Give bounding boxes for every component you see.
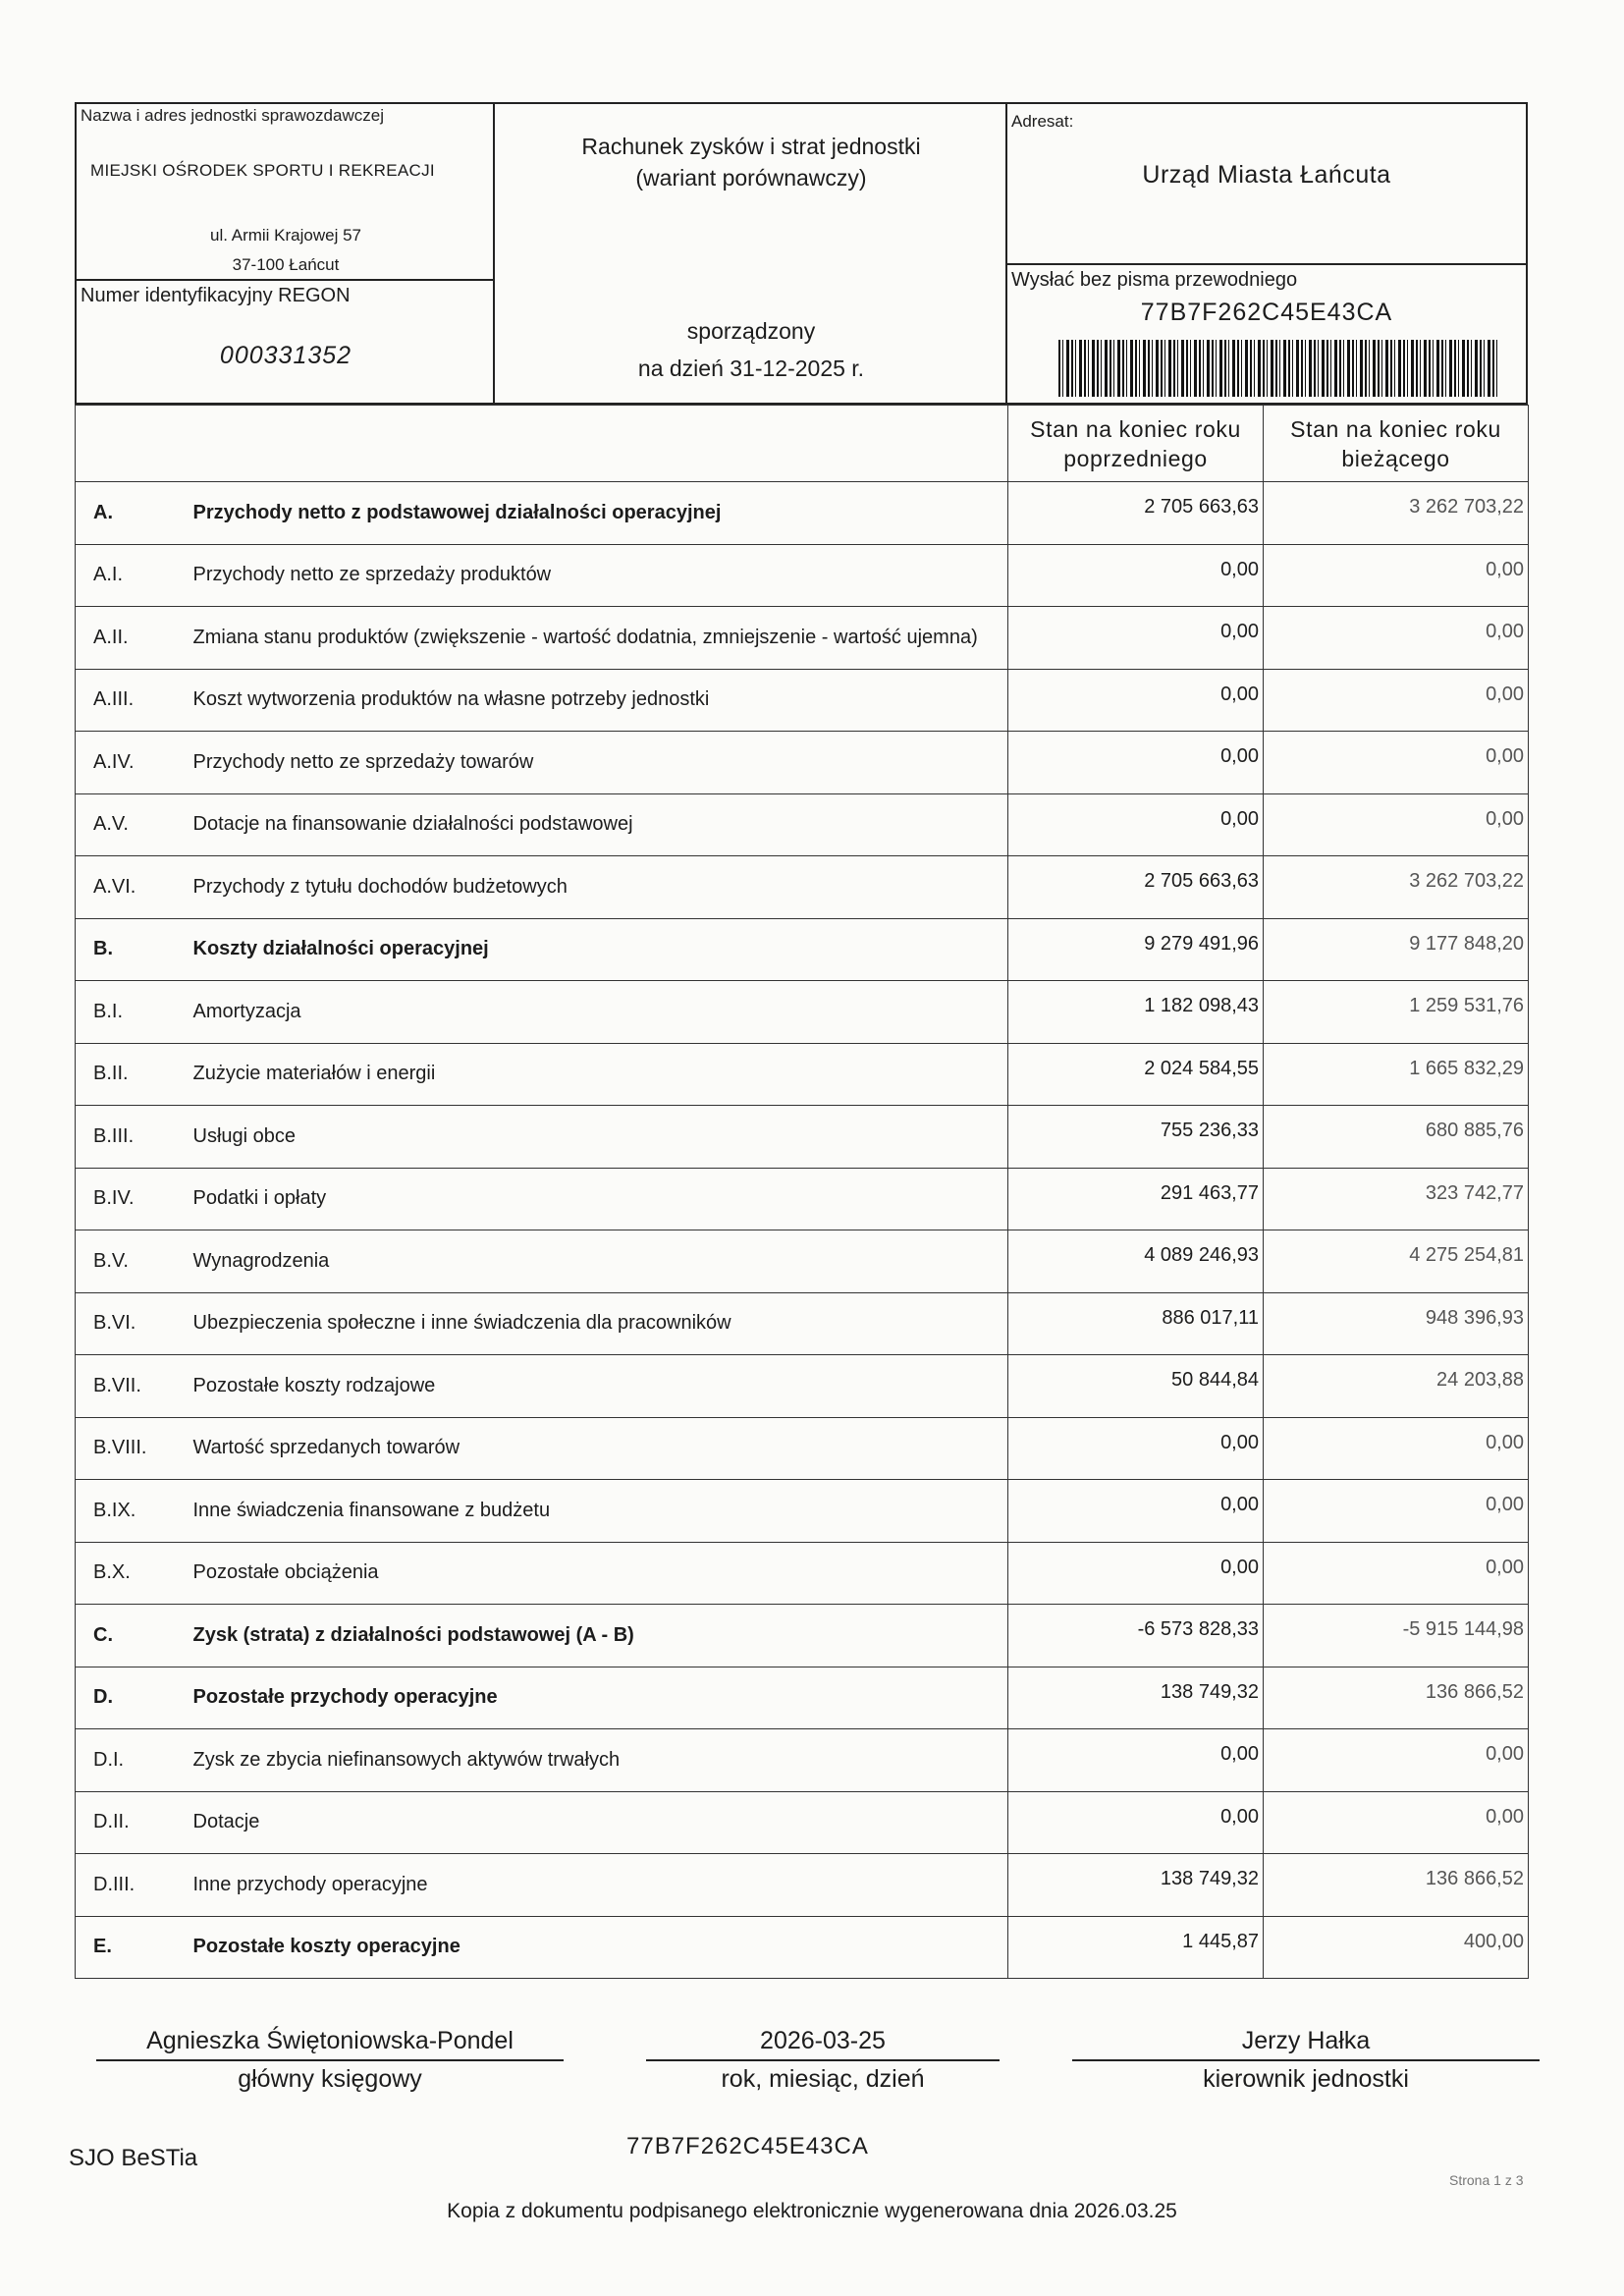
row-value-prev: 0,00 bbox=[1008, 1480, 1264, 1543]
column-header-prev: Stan na koniec roku poprzedniego bbox=[1008, 406, 1264, 482]
row-label: Inne przychody operacyjne bbox=[186, 1854, 1008, 1917]
addressee-box bbox=[1007, 104, 1526, 405]
table-row bbox=[76, 793, 1529, 856]
row-value-curr: 0,00 bbox=[1264, 607, 1529, 670]
row-label: Koszt wytworzenia produktów na własne potrzeby jednostki bbox=[186, 669, 1008, 732]
row-label: Pozostałe koszty rodzajowe bbox=[186, 1355, 1008, 1418]
row-value-curr: 0,00 bbox=[1264, 544, 1529, 607]
signature-head bbox=[1072, 2027, 1540, 2094]
row-value-curr: 0,00 bbox=[1264, 1480, 1529, 1543]
regon-label: Numer identyfikacyjny REGON bbox=[81, 285, 351, 306]
table-header-row bbox=[76, 406, 1529, 482]
signature-date-value: 2026-03-25 bbox=[646, 2027, 1000, 2061]
row-label: Zysk (strata) z działalności podstawowej (A - B) bbox=[186, 1605, 1008, 1667]
title-box bbox=[495, 104, 1007, 405]
report-subtitle: (wariant porównawczy) bbox=[635, 165, 867, 191]
table-row bbox=[76, 1230, 1529, 1293]
row-code: B.IV. bbox=[76, 1168, 186, 1230]
row-code: B. bbox=[76, 918, 186, 981]
row-label: Pozostałe koszty operacyjne bbox=[186, 1916, 1008, 1979]
row-label: Wynagrodzenia bbox=[186, 1230, 1008, 1293]
row-code: B.V. bbox=[76, 1230, 186, 1293]
row-value-curr: 400,00 bbox=[1264, 1916, 1529, 1979]
row-value-curr: 680 885,76 bbox=[1264, 1106, 1529, 1169]
head-name: Jerzy Hałka bbox=[1072, 2027, 1540, 2061]
table-row bbox=[76, 607, 1529, 670]
row-value-curr: 9 177 848,20 bbox=[1264, 918, 1529, 981]
row-value-prev: 4 089 246,93 bbox=[1008, 1230, 1264, 1293]
row-code: A.V. bbox=[76, 793, 186, 856]
row-value-prev: 50 844,84 bbox=[1008, 1355, 1264, 1418]
row-label: Dotacje bbox=[186, 1791, 1008, 1854]
row-value-curr: 4 275 254,81 bbox=[1264, 1230, 1529, 1293]
row-code: D.III. bbox=[76, 1854, 186, 1917]
row-value-prev: 138 749,32 bbox=[1008, 1667, 1264, 1729]
row-value-curr: -5 915 144,98 bbox=[1264, 1605, 1529, 1667]
row-value-curr: 0,00 bbox=[1264, 732, 1529, 794]
row-value-prev: 0,00 bbox=[1008, 1791, 1264, 1854]
row-code: A.I. bbox=[76, 544, 186, 607]
row-value-prev: 2 024 584,55 bbox=[1008, 1043, 1264, 1106]
table-row bbox=[76, 1605, 1529, 1667]
row-value-curr: 0,00 bbox=[1264, 793, 1529, 856]
row-value-curr: 1 665 832,29 bbox=[1264, 1043, 1529, 1106]
row-label: Koszty działalności operacyjnej bbox=[186, 918, 1008, 981]
unit-name: MIEJSKI OŚRODEK SPORTU I REKREACJI bbox=[90, 161, 435, 180]
table-row bbox=[76, 1480, 1529, 1543]
row-value-curr: 0,00 bbox=[1264, 1542, 1529, 1605]
prepared-label: sporządzony bbox=[686, 318, 816, 344]
row-value-curr: 948 396,93 bbox=[1264, 1292, 1529, 1355]
row-value-prev: 0,00 bbox=[1008, 1417, 1264, 1480]
row-label: Pozostałe przychody operacyjne bbox=[186, 1667, 1008, 1729]
row-code: B.X. bbox=[76, 1542, 186, 1605]
row-code: C. bbox=[76, 1605, 186, 1667]
row-label: Inne świadczenia finansowane z budżetu bbox=[186, 1480, 1008, 1543]
row-value-prev: 755 236,33 bbox=[1008, 1106, 1264, 1169]
row-code: A.IV. bbox=[76, 732, 186, 794]
row-label: Przychody z tytułu dochodów budżetowych bbox=[186, 856, 1008, 919]
row-value-curr: 136 866,52 bbox=[1264, 1854, 1529, 1917]
row-value-prev: 2 705 663,63 bbox=[1008, 856, 1264, 919]
table-row bbox=[76, 1043, 1529, 1106]
row-value-prev: 1 182 098,43 bbox=[1008, 981, 1264, 1044]
row-value-curr: 136 866,52 bbox=[1264, 1667, 1529, 1729]
table-row bbox=[76, 1417, 1529, 1480]
row-label: Ubezpieczenia społeczne i inne świadczenia dla pracowników bbox=[186, 1292, 1008, 1355]
report-date: na dzień 31-12-2025 r. bbox=[637, 355, 865, 381]
signature-accountant bbox=[96, 2027, 564, 2094]
row-code: B.I. bbox=[76, 981, 186, 1044]
unit-info-box bbox=[77, 104, 495, 405]
row-code: A.II. bbox=[76, 607, 186, 670]
row-value-curr: 0,00 bbox=[1264, 1417, 1529, 1480]
row-value-curr: 1 259 531,76 bbox=[1264, 981, 1529, 1044]
row-code: E. bbox=[76, 1916, 186, 1979]
footer-document-code: 77B7F262C45E43CA bbox=[626, 2133, 869, 2159]
table-row bbox=[76, 1729, 1529, 1792]
addressee-value: Urząd Miasta Łańcuta bbox=[1142, 161, 1391, 189]
table-row bbox=[76, 1168, 1529, 1230]
address-line1: ul. Armii Krajowej 57 bbox=[209, 226, 361, 245]
table-row bbox=[76, 1667, 1529, 1729]
table-row bbox=[76, 482, 1529, 545]
table-row bbox=[76, 669, 1529, 732]
row-value-prev: 0,00 bbox=[1008, 544, 1264, 607]
income-statement-table bbox=[75, 405, 1529, 1979]
table-row bbox=[76, 918, 1529, 981]
row-value-prev: -6 573 828,33 bbox=[1008, 1605, 1264, 1667]
send-label: Wysłać bez pisma przewodniego bbox=[1011, 269, 1298, 291]
head-role: kierownik jednostki bbox=[1203, 2065, 1409, 2093]
row-value-curr: 0,00 bbox=[1264, 669, 1529, 732]
address-line2: 37-100 Łańcut bbox=[232, 255, 340, 274]
table-row bbox=[76, 1106, 1529, 1169]
row-label: Podatki i opłaty bbox=[186, 1168, 1008, 1230]
header-spacer bbox=[76, 406, 1008, 482]
row-label: Przychody netto z podstawowej działalności operacyjnej bbox=[186, 482, 1008, 545]
document-code: 77B7F262C45E43CA bbox=[1140, 299, 1393, 326]
table-row bbox=[76, 1916, 1529, 1979]
row-label: Przychody netto ze sprzedaży towarów bbox=[186, 732, 1008, 794]
row-label: Zysk ze zbycia niefinansowych aktywów trwałych bbox=[186, 1729, 1008, 1792]
row-code: B.VI. bbox=[76, 1292, 186, 1355]
row-value-curr: 3 262 703,22 bbox=[1264, 482, 1529, 545]
row-code: B.VIII. bbox=[76, 1417, 186, 1480]
row-value-curr: 3 262 703,22 bbox=[1264, 856, 1529, 919]
signature-date bbox=[646, 2027, 1000, 2094]
divider bbox=[77, 279, 495, 281]
table-row bbox=[76, 1854, 1529, 1917]
column-header-curr: Stan na koniec roku bieżącego bbox=[1264, 406, 1529, 482]
table-row bbox=[76, 981, 1529, 1044]
row-label: Przychody netto ze sprzedaży produktów bbox=[186, 544, 1008, 607]
row-value-prev: 0,00 bbox=[1008, 1729, 1264, 1792]
row-code: B.IX. bbox=[76, 1480, 186, 1543]
row-value-prev: 0,00 bbox=[1008, 732, 1264, 794]
table-row bbox=[76, 1542, 1529, 1605]
row-label: Dotacje na finansowanie działalności podstawowej bbox=[186, 793, 1008, 856]
copy-note: Kopia z dokumentu podpisanego elektronicznie wygenerowana dnia 2026.03.25 bbox=[447, 2200, 1177, 2222]
row-value-prev: 291 463,77 bbox=[1008, 1168, 1264, 1230]
table-row bbox=[76, 732, 1529, 794]
row-value-prev: 0,00 bbox=[1008, 793, 1264, 856]
barcode-icon bbox=[1058, 340, 1500, 397]
row-label: Pozostałe obciążenia bbox=[186, 1542, 1008, 1605]
row-code: A.VI. bbox=[76, 856, 186, 919]
page-info: Strona 1 z 3 bbox=[1449, 2172, 1524, 2188]
table-row bbox=[76, 856, 1529, 919]
row-code: A. bbox=[76, 482, 186, 545]
app-name: SJO BeSTia bbox=[69, 2145, 198, 2171]
row-value-prev: 1 445,87 bbox=[1008, 1916, 1264, 1979]
row-value-curr: 0,00 bbox=[1264, 1729, 1529, 1792]
accountant-name: Agnieszka Świętoniowska-Pondel bbox=[96, 2027, 564, 2061]
table-row bbox=[76, 1791, 1529, 1854]
row-value-prev: 138 749,32 bbox=[1008, 1854, 1264, 1917]
row-code: B.II. bbox=[76, 1043, 186, 1106]
accountant-role: główny księgowy bbox=[238, 2065, 422, 2093]
row-value-prev: 0,00 bbox=[1008, 1542, 1264, 1605]
row-code: D.II. bbox=[76, 1791, 186, 1854]
row-code: A.III. bbox=[76, 669, 186, 732]
row-value-prev: 9 279 491,96 bbox=[1008, 918, 1264, 981]
row-label: Zmiana stanu produktów (zwiększenie - wartość dodatnia, zmniejszenie - wartość ujemna) bbox=[186, 607, 1008, 670]
row-code: B.VII. bbox=[76, 1355, 186, 1418]
regon-value: 000331352 bbox=[219, 342, 352, 369]
row-value-prev: 0,00 bbox=[1008, 669, 1264, 732]
row-value-curr: 0,00 bbox=[1264, 1791, 1529, 1854]
addressee-label: Adresat: bbox=[1011, 112, 1074, 131]
divider bbox=[1007, 263, 1526, 265]
row-label: Zużycie materiałów i energii bbox=[186, 1043, 1008, 1106]
unit-label: Nazwa i adres jednostki sprawozdawczej bbox=[81, 106, 384, 125]
row-code: D.I. bbox=[76, 1729, 186, 1792]
signature-date-role: rok, miesiąc, dzień bbox=[721, 2065, 925, 2093]
table-row bbox=[76, 1355, 1529, 1418]
row-code: D. bbox=[76, 1667, 186, 1729]
table-row bbox=[76, 1292, 1529, 1355]
row-label: Usługi obce bbox=[186, 1106, 1008, 1169]
row-value-prev: 886 017,11 bbox=[1008, 1292, 1264, 1355]
row-value-curr: 323 742,77 bbox=[1264, 1168, 1529, 1230]
report-header bbox=[75, 102, 1528, 405]
row-label: Wartość sprzedanych towarów bbox=[186, 1417, 1008, 1480]
table-row bbox=[76, 544, 1529, 607]
row-code: B.III. bbox=[76, 1106, 186, 1169]
row-value-prev: 0,00 bbox=[1008, 607, 1264, 670]
row-value-curr: 24 203,88 bbox=[1264, 1355, 1529, 1418]
report-title: Rachunek zysków i strat jednostki bbox=[581, 134, 921, 159]
row-value-prev: 2 705 663,63 bbox=[1008, 482, 1264, 545]
row-label: Amortyzacja bbox=[186, 981, 1008, 1044]
